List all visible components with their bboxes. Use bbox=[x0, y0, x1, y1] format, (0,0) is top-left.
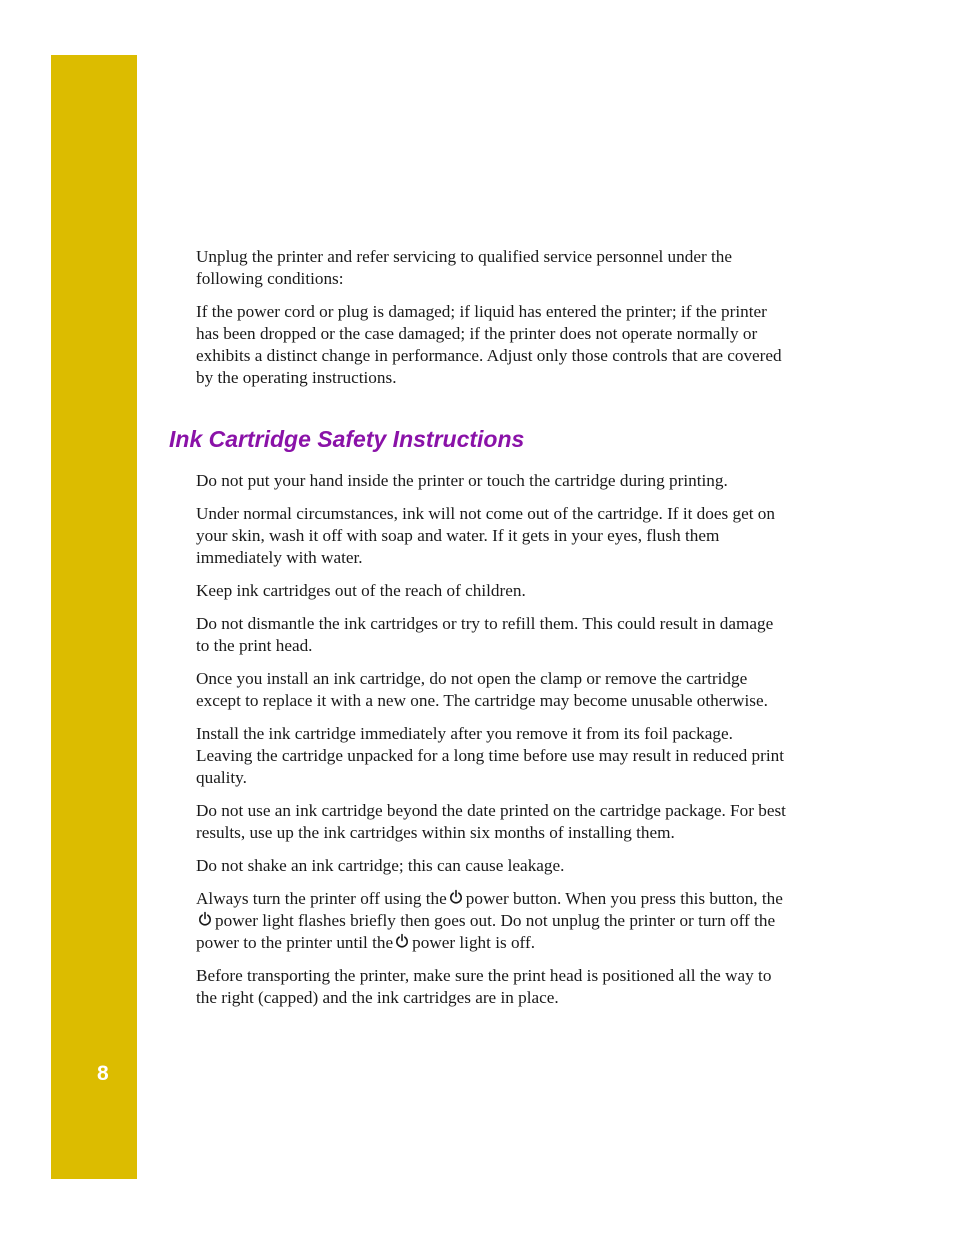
instruction-paragraph: Do not dismantle the ink cartridges or try to refill them. This could result in damage to the print head. bbox=[196, 614, 774, 655]
safety-instructions bbox=[196, 470, 788, 1020]
intro-paragraph-2: If the power cord or plug is damaged; if liquid has entered the printer; if the printer has been dropped or the case damaged; if the printer does not operate normally or exhibits a distinct change in performance. Adjust only those controls that are covered by the operating instructions. bbox=[196, 302, 782, 387]
instruction-paragraph: Keep ink cartridges out of the reach of children. bbox=[196, 581, 526, 600]
intro-paragraph-1: Unplug the printer and refer servicing to qualified service personnel under the following conditions: bbox=[196, 247, 732, 288]
power-icon bbox=[198, 911, 212, 927]
power-text-3: power light flashes briefly then goes out. Do not unplug the printer or turn off the power to the printer until the bbox=[196, 911, 776, 952]
power-instruction-paragraph bbox=[196, 888, 788, 954]
power-text-2: power button. When you press this button, the bbox=[465, 889, 783, 908]
instruction-paragraph: Once you install an ink cartridge, do not open the clamp or remove the cartridge except to replace it with a new one. The cartridge may become unusable otherwise. bbox=[196, 669, 768, 710]
instruction-paragraph: Do not put your hand inside the printer or touch the cartridge during printing. bbox=[196, 471, 728, 490]
power-text-4: power light is off. bbox=[412, 933, 535, 952]
instruction-paragraph: Under normal circumstances, ink will not come out of the cartridge. If it does get on your skin, wash it off with soap and water. If it gets in your eyes, flush them immediately with water. bbox=[196, 504, 775, 567]
instruction-paragraph: Before transporting the printer, make sure the print head is positioned all the way to the right (capped) and the ink cartridges are in place. bbox=[196, 966, 772, 1007]
power-icon bbox=[395, 933, 409, 949]
instruction-paragraph: Do not shake an ink cartridge; this can cause leakage. bbox=[196, 856, 565, 875]
power-icon bbox=[449, 889, 463, 905]
section-heading: Ink Cartridge Safety Instructions bbox=[169, 426, 525, 452]
side-bar bbox=[51, 55, 137, 1179]
instruction-paragraph: Install the ink cartridge immediately after you remove it from its foil package. Leaving the cartridge unpacked for a long time before use may result in reduced print quality. bbox=[196, 724, 784, 787]
page-number: 8 bbox=[97, 1062, 109, 1085]
instruction-paragraph: Do not use an ink cartridge beyond the date printed on the cartridge package. For best results, use up the ink cartridges within six months of installing them. bbox=[196, 801, 786, 842]
power-text-1: Always turn the printer off using the bbox=[196, 889, 447, 908]
page-content bbox=[196, 246, 788, 400]
